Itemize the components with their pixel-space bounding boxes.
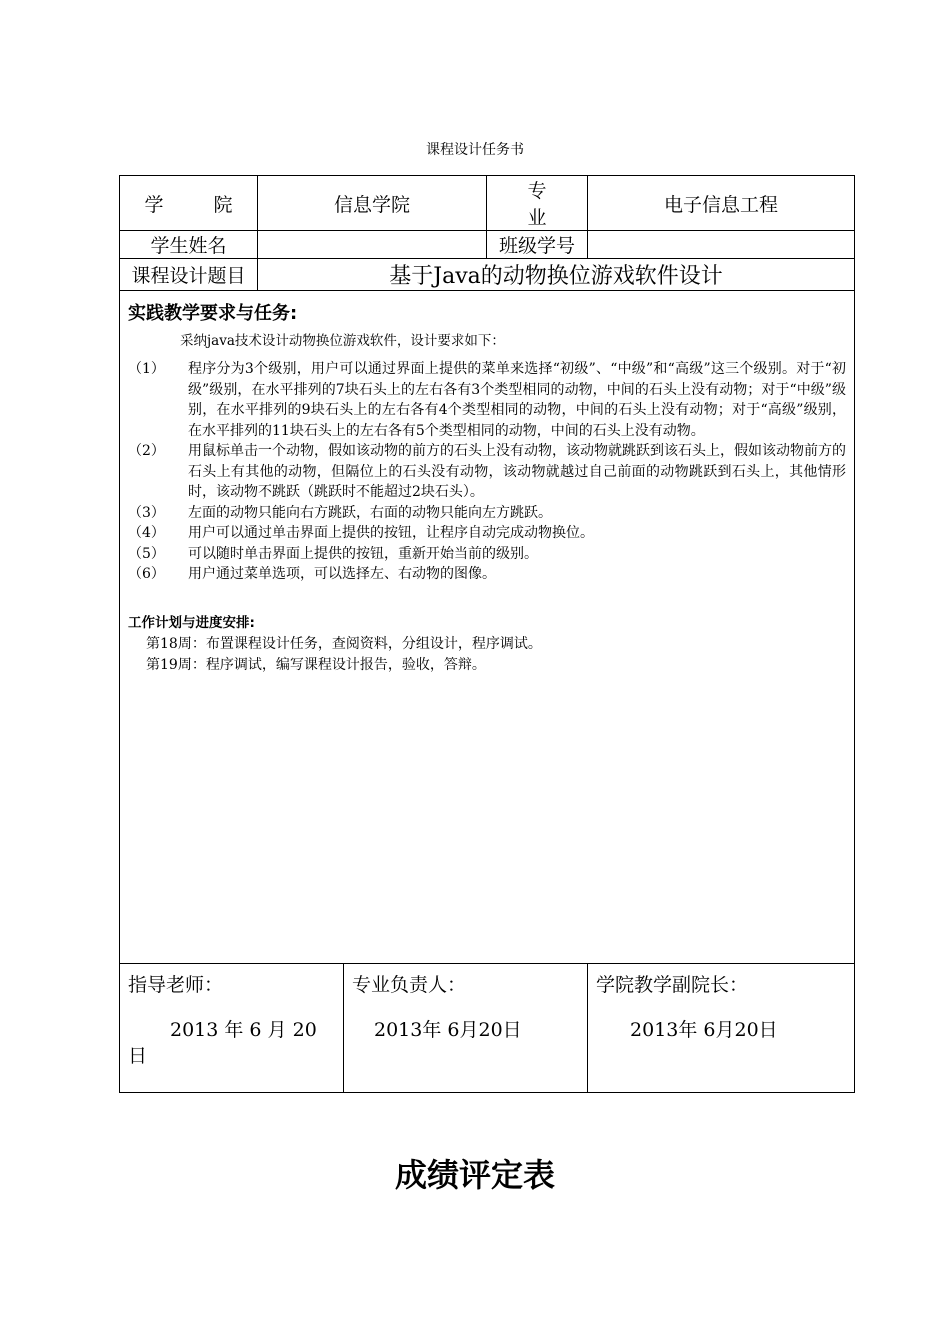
- college-row: [120, 176, 855, 231]
- requirements-title: 实践教学要求与任务:: [128, 303, 298, 324]
- requirement-item: [128, 441, 846, 503]
- supervisor-label: 指导老师：: [128, 974, 224, 996]
- requirement-text: 用户可以通过单击界面上提供的按钮，让程序自动完成动物换位。: [188, 525, 594, 541]
- document-title: 课程设计任务书: [426, 142, 524, 158]
- major-head-date: 2013年 6月20日: [374, 1019, 522, 1041]
- requirement-text: 可以随时单击界面上提供的按钮，重新开始当前的级别。: [188, 545, 538, 562]
- student-name-value[interactable]: [258, 231, 487, 259]
- requirement-item: [128, 544, 846, 565]
- topic-row: [120, 259, 855, 291]
- major-label: 专 业: [487, 176, 588, 231]
- supervisor-signature-cell: [120, 964, 344, 1093]
- college-label: 学 院: [120, 176, 258, 231]
- vice-dean-label: 学院教学副院长：: [596, 974, 749, 996]
- requirement-number: （3）: [128, 504, 165, 521]
- requirement-item: [128, 503, 846, 524]
- requirement-item: [128, 359, 846, 441]
- requirement-number: （1）: [128, 361, 165, 377]
- requirement-text: 程序分为3个级别，用户可以通过界面上提供的菜单来选择“初级”、“中级”和“高级”这三个级别。对于“初级”级别，在水平排列的7块石头上的左右各有3个类型相同的动物，中间的石头上没有动物；对于“中级”级别，在水平排列的9块石头上的左右各有4个类型相同的动物，中间的石头上没有动物；对于“高级”级别，在水平排列的11块石头上的左右各有5个类型相同的动物，中间的石头上没有动物。: [188, 361, 847, 439]
- content-row: [120, 291, 855, 964]
- topic-value: 基于Java的动物换位游戏软件设计: [258, 259, 855, 291]
- requirement-item: [128, 523, 846, 544]
- college-value: 信息学院: [258, 176, 487, 231]
- requirement-number: （2）: [128, 443, 165, 459]
- major-head-label: 专业负责人：: [352, 974, 467, 996]
- major-head-signature-cell: [344, 964, 588, 1093]
- requirement-item: [128, 564, 846, 585]
- signature-row: [120, 964, 855, 1093]
- supervisor-date: 2013 年 6 月 20 日: [128, 1019, 317, 1067]
- requirement-text: 用鼠标单击一个动物，假如该动物的前方的石头上没有动物，该动物就跳跃到该石头上，假如该动物前方的石头上有其他的动物，但隔位上的石头没有动物，该动物就越过自己前面的动物跳跃到石头上，其他情形时，该动物不跳跃（跳跃时不能超过2块石头）。: [188, 443, 847, 500]
- requirement-text: 左面的动物只能向右方跳跃，右面的动物只能向左方跳跃。: [188, 504, 552, 521]
- score-table-title: 成绩评定表: [394, 1156, 555, 1194]
- requirements-intro: 采纳java技术设计动物换位游戏软件，设计要求如下：: [180, 333, 505, 349]
- vice-dean-signature-cell: [588, 964, 855, 1093]
- student-row: [120, 231, 855, 259]
- student-name-label: 学生姓名: [120, 231, 258, 259]
- major-value: 电子信息工程: [588, 176, 855, 231]
- class-id-label: 班级学号: [487, 231, 588, 259]
- content-cell: [120, 291, 855, 964]
- vice-dean-date: 2013年 6月20日: [630, 1019, 778, 1041]
- plan-line-week-18: 第18周：布置课程设计任务，查阅资料，分组设计，程序调试。: [146, 635, 542, 652]
- plan-line-week-19: 第19周：程序调试，编写课程设计报告，验收，答辩。: [146, 656, 486, 673]
- task-form-table: [119, 175, 855, 1093]
- plan-title: 工作计划与进度安排:: [128, 614, 255, 631]
- requirement-text: 用户通过菜单选项，可以选择左、右动物的图像。: [188, 566, 496, 582]
- requirement-number: （5）: [128, 545, 165, 562]
- requirement-number: （4）: [128, 525, 165, 541]
- class-id-value[interactable]: [588, 231, 855, 259]
- requirement-number: （6）: [128, 566, 165, 582]
- topic-label: 课程设计题目: [120, 259, 258, 291]
